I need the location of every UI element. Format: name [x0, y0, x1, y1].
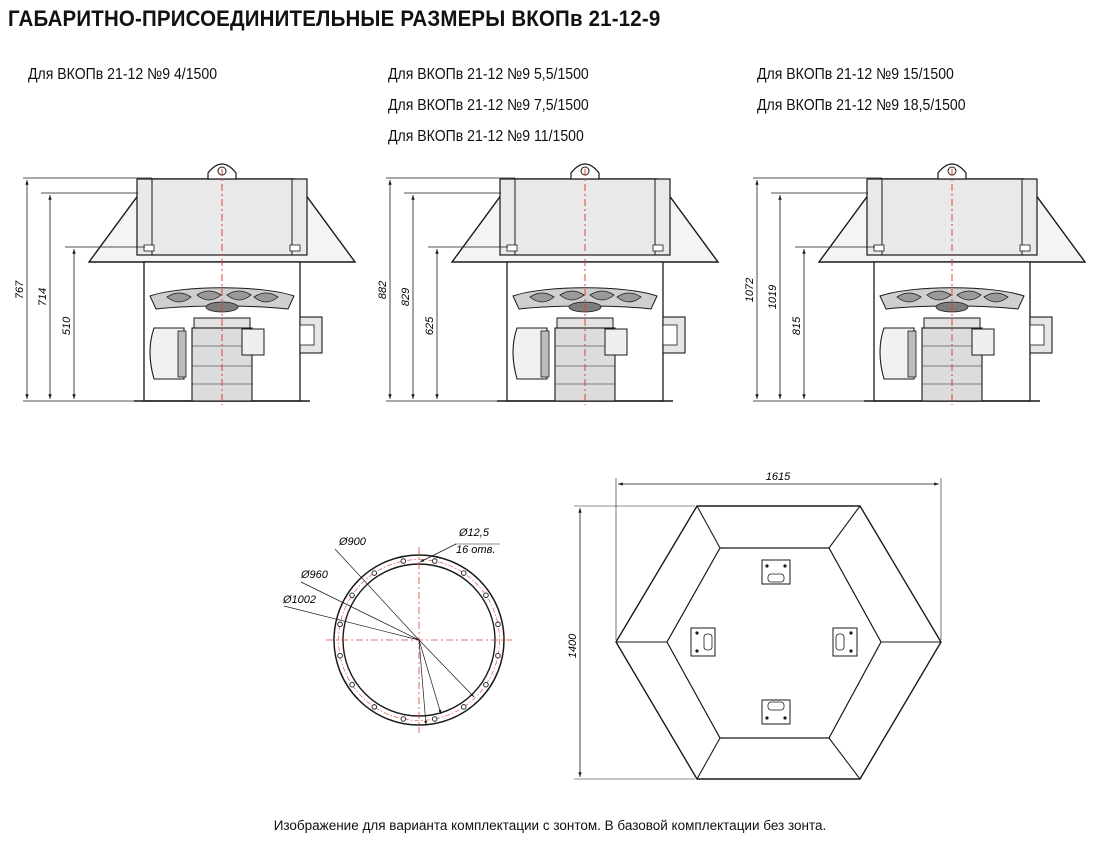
flange-bolt-hole: [461, 571, 466, 576]
flange-bolt-hole: [432, 717, 437, 722]
flange-bolt-hole: [372, 571, 377, 576]
dim-overall-variant-1: 767: [14, 280, 26, 300]
fan-drawing-variant-3: [744, 164, 1085, 405]
flange-outer-diameter: Ø1002: [283, 594, 317, 606]
flange-bolt-hole: [401, 717, 406, 722]
dim-without-top-variant-3: 1019: [767, 284, 779, 310]
roof-width-dimension: 1615: [765, 471, 791, 483]
dim-overall-variant-3: 1072: [744, 277, 756, 303]
flange-bolt-hole: [401, 559, 406, 564]
dim-overall-variant-2: 882: [377, 280, 389, 300]
flange-bolt-hole: [496, 622, 501, 627]
flange-bolt-hole: [484, 593, 489, 598]
variant-2-caption-2: Для ВКОПв 21-12 №9 7,5/1500: [388, 97, 589, 114]
flange-bolt-hole: [338, 622, 343, 627]
flange-bolt-hole: [350, 593, 355, 598]
fan-drawing-variant-2: [377, 164, 718, 405]
variant-3-caption-1: Для ВКОПв 21-12 №9 15/1500: [757, 66, 954, 83]
flange-bolt-hole: [338, 653, 343, 658]
roof-height-dimension: 1400: [567, 633, 579, 659]
variant-1-caption-1: Для ВКОПв 21-12 №9 4/1500: [28, 66, 218, 83]
page-title: ГАБАРИТНО-ПРИСОЕДИНИТЕЛЬНЫЕ РАЗМЕРЫ ВКОПв 21-12-9: [8, 6, 661, 31]
variant-2-caption-3: Для ВКОПв 21-12 №9 11/1500: [388, 128, 584, 145]
roof-plan-drawing: [567, 471, 941, 779]
roof-bracket-top: [762, 560, 790, 584]
flange-bolt-hole: [372, 705, 377, 710]
fan-drawing-variant-1: [14, 164, 355, 405]
variant-2-caption-1: Для ВКОПв 21-12 №9 5,5/1500: [388, 66, 589, 83]
dim-base-variant-3: 815: [791, 316, 803, 336]
flange-inner-diameter: Ø900: [339, 536, 366, 548]
flange-bolt-hole: [461, 705, 466, 710]
flange-bolt-hole: [432, 559, 437, 564]
footer-note: Изображение для варианта комплектации с зонтом. В базовой комплектации без зонта.: [273, 818, 827, 833]
variant-3-caption-2: Для ВКОПв 21-12 №9 18,5/1500: [757, 97, 966, 114]
flange-hole-count: 16 отв.: [456, 544, 496, 556]
flange-bolt-hole: [484, 682, 489, 687]
dim-without-top-variant-1: 714: [37, 287, 49, 307]
flange-hole-size: Ø12,5: [459, 527, 489, 539]
dim-base-variant-2: 625: [424, 316, 436, 336]
flange-drawing: [282, 527, 512, 733]
flange-bolt-diameter: Ø960: [301, 569, 328, 581]
roof-bracket-left: [691, 628, 715, 656]
flange-bolt-hole: [350, 682, 355, 687]
roof-bracket-bottom: [762, 700, 790, 724]
dim-without-top-variant-2: 829: [400, 287, 412, 307]
roof-bracket-right: [833, 628, 857, 656]
flange-bolt-hole: [496, 653, 501, 658]
dim-base-variant-1: 510: [61, 316, 73, 336]
